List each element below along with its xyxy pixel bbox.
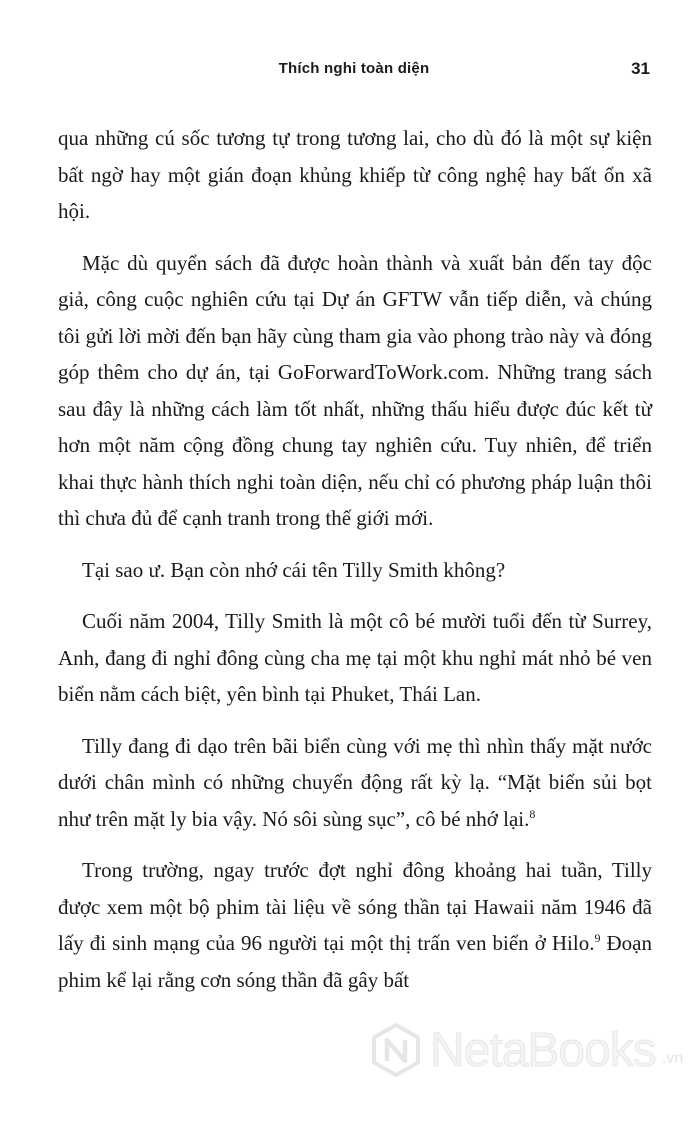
page-number: 31 xyxy=(631,59,650,78)
paragraph: Cuối năm 2004, Tilly Smith là một cô bé mười tuổi đến từ Surrey, Anh, đang đi nghỉ đông cùng cha mẹ tại một khu nghỉ mát nhỏ bé ven biển nằm cách biệt, yên bình tại Phuket, Thái Lan. xyxy=(58,609,652,706)
watermark-suffix: .vn xyxy=(661,1050,684,1067)
paragraph: qua những cú sốc tương tự trong tương lai, cho dù đó là một sự kiện bất ngờ hay một gián đoạn khủng khiếp từ công nghệ hay bất ổn xã hội. xyxy=(58,126,652,223)
watermark xyxy=(368,1022,683,1078)
paragraph: Mặc dù quyển sách đã được hoàn thành và xuất bản đến tay độc giả, công cuộc nghiên cứu tại Dự án GFTW vẫn tiếp diễn, và chúng tôi gửi lời mời đến bạn hãy cùng tham gia vào phong trào này và đóng góp thêm cho dự án, tại GoForwardToWork.com. Những trang sách sau đây là những cách làm tốt nhất, những thấu hiểu được đúc kết từ hơn một năm cộng đồng chung tay nghiên cứu. Tuy nhiên, để triển khai thực hành thích nghi toàn diện, nếu chỉ có phương pháp luận thôi thì chưa đủ để cạnh tranh trong thế giới mới. xyxy=(58,250,652,530)
running-title: Thích nghi toàn diện xyxy=(278,60,430,77)
paragraph: Tại sao ư. Bạn còn nhớ cái tên Tilly Smith không? xyxy=(82,557,506,582)
footnote-ref: 8 xyxy=(529,806,536,821)
paragraph xyxy=(58,728,652,838)
paragraph-text: Tilly đang đi dạo trên bãi biển cùng với mẹ thì nhìn thấy mặt nước dưới chân mình có những chuyển động rất kỳ lạ. “Mặt biển sủi bọt như trên mặt ly bia vậy. Nó sôi sùng sục”, cô bé nhớ lại. xyxy=(58,733,652,831)
page-header xyxy=(58,60,650,84)
paragraph-text: Đoạn phim kể lại rằng cơn sóng thần đã gây bất xyxy=(58,931,652,992)
paragraph xyxy=(58,852,652,998)
paragraph-text: Trong trường, ngay trước đợt nghỉ đông khoảng hai tuần, Tilly được xem một bộ phim tài liệu về sóng thần tại Hawaii năm 1946 đã lấy đi sinh mạng của 96 người tại một thị trấn ven biển ở Hilo. xyxy=(58,858,652,955)
footnote-ref: 9 xyxy=(594,931,601,945)
watermark-text: NetaBooks xyxy=(430,1023,656,1077)
netabooks-logo-icon xyxy=(368,1022,424,1078)
page-body xyxy=(58,120,652,1013)
